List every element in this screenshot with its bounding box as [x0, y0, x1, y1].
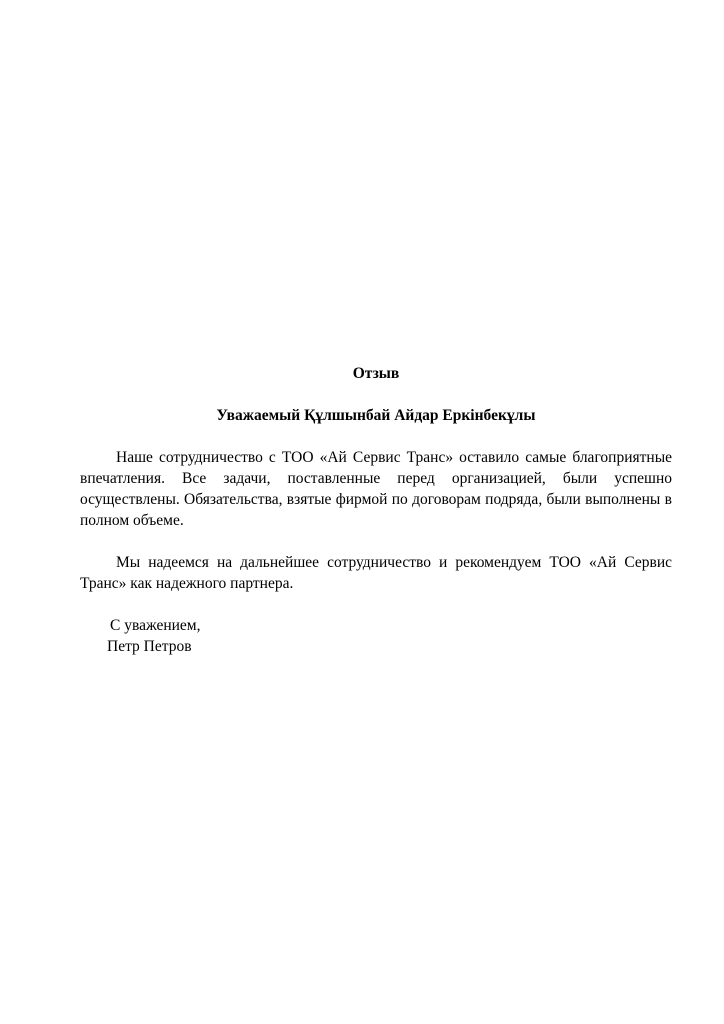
letter-body — [80, 363, 672, 657]
closing-phrase: С уважением, — [110, 617, 201, 634]
paragraph-2: Мы надеемся на дальнейшее сотрудничество и рекомендуем ТОО «Ай Сервис Транс» как надежного партнера. — [80, 554, 672, 592]
paragraph-1: Наше сотрудничество с ТОО «Ай Сервис Транс» оставило самые благоприятные впечатления. Все задачи, поставленные перед организацией, были успешно осуществлены. Обязательства, взятые фирмой по договорам подряда, были выполнены в полном объеме. — [80, 449, 672, 529]
closing-block — [80, 615, 672, 657]
document-title: Отзыв — [352, 365, 400, 382]
salutation: Уважаемый Құлшынбай Айдар Еркінбекұлы — [216, 407, 536, 424]
signature-name: Петр Петров — [107, 638, 192, 655]
